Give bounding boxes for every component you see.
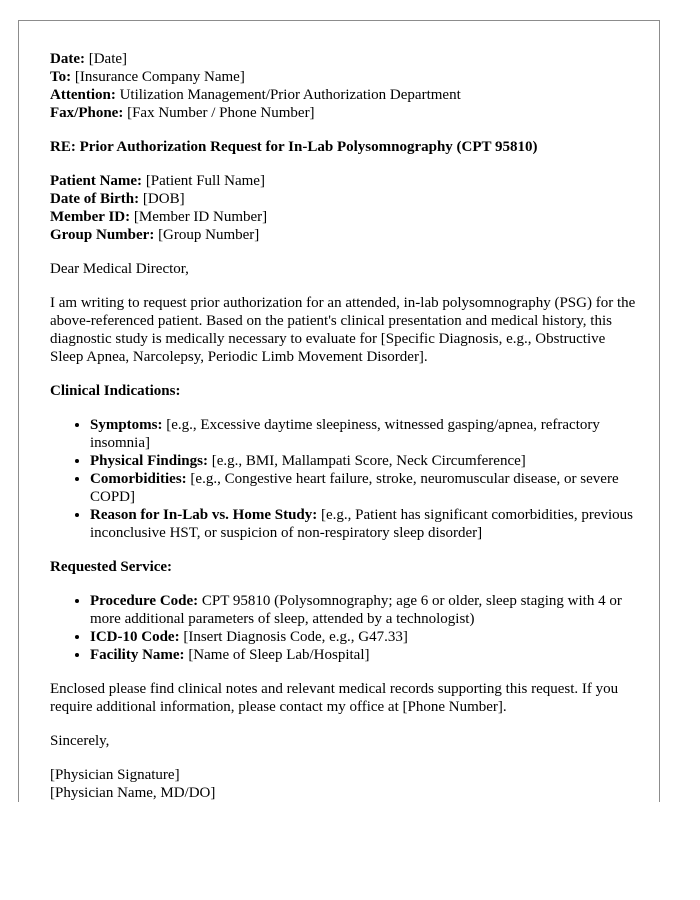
list-item-label: Procedure Code: (90, 593, 199, 609)
list-item-label: Symptoms: (90, 417, 163, 433)
list-item-text: [Name of Sleep Lab/Hospital] (188, 647, 370, 663)
closing-paragraph: Enclosed please find clinical notes and relevant medical records supporting this request. If you require additional information, please contact my office at [Phone Number]. (50, 681, 619, 715)
dob-label: Date of Birth: (50, 191, 140, 207)
list-item-text: [e.g., BMI, Mallampati Score, Neck Circumference] (211, 453, 526, 469)
patient-name-label: Patient Name: (50, 173, 143, 189)
list-item (90, 416, 642, 452)
attention-value: Utilization Management/Prior Authorization Department (119, 87, 461, 103)
group-number-value: [Group Number] (158, 227, 260, 243)
physician-name: [Physician Name, MD/DO] (50, 785, 216, 801)
subject-line: RE: Prior Authorization Request for In-Lab Polysomnography (CPT 95810) (50, 139, 538, 155)
date-label: Date: (50, 51, 85, 67)
requested-service-list (50, 592, 642, 664)
fax-line (50, 104, 642, 122)
list-item-label: Comorbidities: (90, 471, 187, 487)
list-item (90, 452, 642, 470)
to-line (50, 68, 642, 86)
list-item (90, 506, 642, 542)
member-id-line (50, 208, 642, 226)
to-label: To: (50, 69, 72, 85)
requested-service-heading: Requested Service: (50, 559, 173, 575)
member-id-value: [Member ID Number] (133, 209, 268, 225)
list-item-label: Reason for In-Lab vs. Home Study: (90, 507, 318, 523)
date-value: [Date] (88, 51, 128, 67)
group-number-label: Group Number: (50, 227, 155, 243)
group-number-line (50, 226, 642, 244)
date-line (50, 50, 642, 68)
list-item-label: Facility Name: (90, 647, 185, 663)
clinical-indications-heading: Clinical Indications: (50, 383, 181, 399)
list-item (90, 592, 642, 628)
list-item-text: [e.g., Congestive heart failure, stroke, neuromuscular disease, or severe COPD] (90, 471, 619, 505)
list-item (90, 646, 642, 664)
member-id-label: Member ID: (50, 209, 131, 225)
patient-block (50, 172, 642, 244)
patient-name-line (50, 172, 642, 190)
list-item-text: [e.g., Patient has significant comorbidities, previous inconclusive HST, or suspicion of non-respiratory sleep disorder] (90, 507, 634, 541)
list-item-text: CPT 95810 (Polysomnography; age 6 or older, sleep staging with 4 or more additional parameters of sleep, attended by a technologist) (90, 593, 622, 627)
letter-page (18, 20, 660, 802)
fax-label: Fax/Phone: (50, 105, 124, 121)
list-item (90, 628, 642, 646)
letter-content (50, 50, 642, 818)
list-item-text: [e.g., Excessive daytime sleepiness, witnessed gasping/apnea, refractory insomnia] (90, 417, 600, 451)
to-value: [Insurance Company Name] (74, 69, 245, 85)
dob-value: [DOB] (142, 191, 185, 207)
patient-name-value: [Patient Full Name] (145, 173, 265, 189)
list-item (90, 470, 642, 506)
clinical-indications-list (50, 416, 642, 542)
list-item-label: Physical Findings: (90, 453, 208, 469)
fax-value: [Fax Number / Phone Number] (127, 105, 315, 121)
header-block (50, 50, 642, 122)
signature-block (50, 766, 642, 802)
intro-paragraph: I am writing to request prior authorization for an attended, in-lab polysomnography (PSG) for the above-referenced patient. Based on the patient's clinical presentation and medical history, this diagnostic study is medically necessary to evaluate for [Specific Diagnosis, e.g., Obstructive Sleep Apnea, Narcolepsy, Periodic Limb Movement Disorder]. (50, 295, 636, 365)
signoff: Sincerely, (50, 733, 110, 749)
attention-line (50, 86, 642, 104)
list-item-label: ICD-10 Code: (90, 629, 180, 645)
salutation: Dear Medical Director, (50, 261, 189, 277)
list-item-text: [Insert Diagnosis Code, e.g., G47.33] (183, 629, 408, 645)
attention-label: Attention: (50, 87, 116, 103)
dob-line (50, 190, 642, 208)
physician-signature: [Physician Signature] (50, 767, 180, 783)
